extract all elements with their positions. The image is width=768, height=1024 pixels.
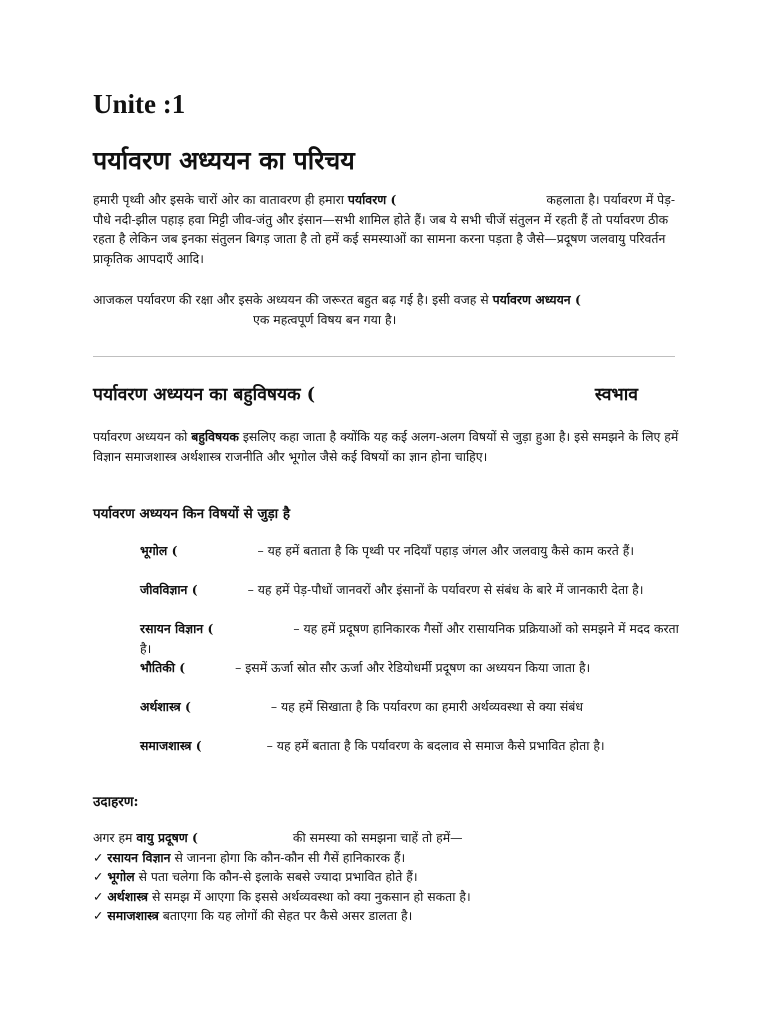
page-title: पर्यावरण अध्ययन का परिचय: [93, 146, 355, 175]
subject-desc: – यह हमें प्रदूषण हानिकारक गैसों और रासायनिक प्रक्रियाओं को समझने में मदद करता है।: [140, 621, 679, 656]
horizontal-divider: [93, 356, 675, 357]
section-p-bold: बहुविषयक: [191, 429, 239, 444]
subject-item: [140, 541, 680, 561]
checkmark-icon: ✓: [93, 908, 104, 923]
intro-paragraph-2: [93, 290, 683, 329]
subject-name: रसायन विज्ञान (: [140, 621, 214, 636]
subject-desc: – यह हमें पेड़-पौधों जानवरों और इंसानों के पर्यावरण से संबंध के बारे में जानकारी देता है।: [247, 582, 644, 597]
example-intro: [93, 828, 683, 848]
subject-desc: – इसमें ऊर्जा स्रोत सौर ऊर्जा और रेडियोधर्मी प्रदूषण का अध्ययन किया जाता है।: [235, 660, 591, 675]
checkmark-icon: ✓: [93, 849, 104, 865]
section-p-start: पर्यावरण अध्ययन को: [93, 429, 192, 444]
example-item: [93, 906, 683, 926]
subject-desc: – यह हमें सिखाता है कि पर्यावरण का हमारी अर्थव्यवस्था से क्या संबंध: [270, 699, 583, 714]
example-subject: अर्थशास्त्र: [107, 888, 149, 904]
example-text: से जानना होगा कि कौन-कौन सी गैसें हानिकारक हैं।: [170, 849, 406, 865]
subject-item: [140, 697, 680, 717]
subject-name: समाजशास्त्र (: [140, 738, 202, 753]
subject-name: भौतिकी (: [140, 660, 186, 675]
section-paragraph: [93, 427, 683, 466]
checkmark-icon: ✓: [93, 888, 104, 904]
subject-desc: – यह हमें बताता है कि पृथ्वी पर नदियाँ पहाड़ जंगल और जलवायु कैसे काम करते हैं।: [257, 543, 635, 558]
checkmark-icon: ✓: [93, 869, 104, 884]
example-subject: समाजशास्त्र: [107, 908, 159, 923]
subject-name: भूगोल (: [140, 543, 178, 558]
example-block: [93, 828, 683, 926]
subject-desc: – यह हमें बताता है कि पर्यावरण के बदलाव से समाज कैसे प्रभावित होता है।: [266, 738, 605, 753]
subject-item: [140, 736, 680, 756]
example-item: [93, 887, 683, 907]
example-subject: भूगोल: [107, 869, 135, 884]
intro-p1-bold: पर्यावरण (: [347, 192, 397, 207]
section-heading-right: स्वभाव: [594, 385, 638, 405]
intro-p2-end: एक महत्वपूर्ण विषय बन गया है।: [253, 311, 397, 327]
example-text: बताएगा कि यह लोगों की सेहत पर कैसे असर डालता है।: [158, 908, 413, 923]
example-item: [93, 867, 683, 887]
example-heading: उदाहरण:: [93, 794, 139, 810]
subject-item: [140, 580, 680, 600]
subject-name: अर्थशास्त्र (: [140, 699, 191, 714]
example-intro-start: अगर हम: [93, 830, 137, 845]
intro-p1-end: कहलाता है। पर्यावरण में पेड़-पौधे नदी-झील पहाड़ हवा मिट्टी जीव-जंतु और इंसान—सभी शामिल होते हैं। जब ये सभी चीजें संतुलन में रहती हैं तो पर्यावरण ठीक रहता है लेकिन जब इनका संतुलन बिगड़ जाता है तो हमें कई समस्याओं का सामना करना पड़ता है जैसे—प्रदूषण जलवायु परिवर्तन प्राकृतिक आपदाएँ आदि।: [93, 192, 676, 266]
example-text: से पता चलेगा कि कौन-से इलाके सबसे ज्यादा प्रभावित होते हैं।: [134, 869, 418, 884]
section-heading-left: पर्यावरण अध्ययन का बहुविषयक (: [93, 385, 315, 405]
unit-heading: Unite :1: [93, 89, 186, 119]
subject-item: [140, 619, 680, 658]
intro-p1-start: हमारी पृथ्वी और इसके चारों ओर का वातावरण ही हमारा: [93, 192, 348, 207]
example-item: [93, 848, 683, 868]
intro-p2-bold: पर्यावरण अध्ययन (: [492, 292, 581, 307]
intro-p2-start: आजकल पर्यावरण की रक्षा और इसके अध्ययन की जरूरत बहुत बढ़ गई है। इसी वजह से: [93, 292, 493, 307]
example-subject: रसायन विज्ञान: [107, 849, 171, 865]
intro-paragraph-1: [93, 190, 683, 268]
section-p-end: इसलिए कहा जाता है क्योंकि यह कई अलग-अलग विषयों से जुड़ा हुआ है। इसे समझने के लिए हमें विज्ञान समाजशास्त्र अर्थशास्त्र राजनीति और भूगोल जैसे कई विषयों का ज्ञान होना चाहिए।: [93, 429, 679, 464]
subjects-subheading: पर्यावरण अध्ययन किन विषयों से जुड़ा है: [93, 506, 291, 522]
example-text: से समझ में आएगा कि इससे अर्थव्यवस्था को क्या नुकसान हो सकता है।: [148, 888, 471, 904]
subject-item: [140, 658, 680, 678]
section-heading: [93, 380, 638, 410]
subject-name: जीवविज्ञान (: [140, 582, 198, 597]
example-intro-bold: वायु प्रदूषण (: [136, 830, 198, 845]
example-intro-end: की समस्या को समझना चाहें तो हमें—: [292, 830, 463, 845]
